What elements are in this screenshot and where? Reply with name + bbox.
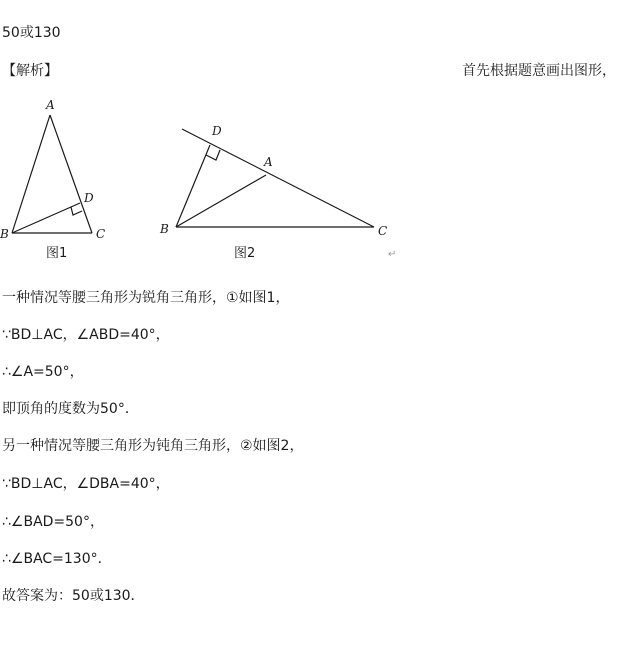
fig2-line-dac — [182, 129, 374, 227]
answer-line: 50或130 — [2, 25, 61, 41]
solution-step-7: ∴∠BAD=50°， — [2, 514, 104, 530]
figure-2-labels — [159, 124, 387, 238]
solution-step-6: ∵BD⊥AC，∠DBA=40°， — [2, 476, 170, 492]
fig1-label-b: B — [0, 227, 9, 241]
analysis-label: 【解析】 — [2, 63, 58, 79]
fig2-label-c: C — [378, 224, 388, 238]
solution-step-3: ∴∠A=50°， — [2, 364, 84, 380]
fig1-label-a: A — [46, 98, 55, 112]
final-answer: 故答案为：50或130． — [2, 588, 145, 604]
solution-step-5: 另一种情况等腰三角形为钝角三角形，②如图2， — [2, 438, 304, 454]
geometry-figures — [0, 95, 420, 265]
fig2-right-angle-marker — [206, 150, 220, 160]
fig2-side-ba — [176, 175, 266, 227]
solution-step-2: ∵BD⊥AC，∠ABD=40°， — [2, 327, 170, 343]
figure-1 — [12, 115, 92, 233]
fig2-caption: 图2 — [234, 246, 256, 261]
fig1-altitude-bd — [12, 203, 80, 233]
solution-step-4: 即顶角的度数为50°． — [2, 401, 139, 417]
solution-step-8: ∴∠BAC=130°． — [2, 551, 112, 567]
fig1-side-ac — [50, 115, 92, 233]
fig1-caption: 图1 — [46, 246, 68, 261]
fig1-right-angle-marker — [71, 207, 82, 215]
fig1-side-ab — [12, 115, 50, 233]
fig1-label-d: D — [84, 191, 94, 205]
intro-text: 首先根据题意画出图形， — [462, 63, 616, 79]
fig2-label-a: A — [264, 155, 273, 169]
figure-2 — [176, 129, 374, 227]
fig1-label-c: C — [96, 227, 106, 241]
fig2-return-mark: ↵ — [388, 249, 397, 260]
fig2-label-d: D — [212, 124, 222, 138]
solution-step-1: 一种情况等腰三角形为锐角三角形，①如图1， — [2, 290, 290, 306]
fig2-altitude-bd — [176, 145, 210, 227]
fig2-label-b: B — [160, 222, 169, 236]
